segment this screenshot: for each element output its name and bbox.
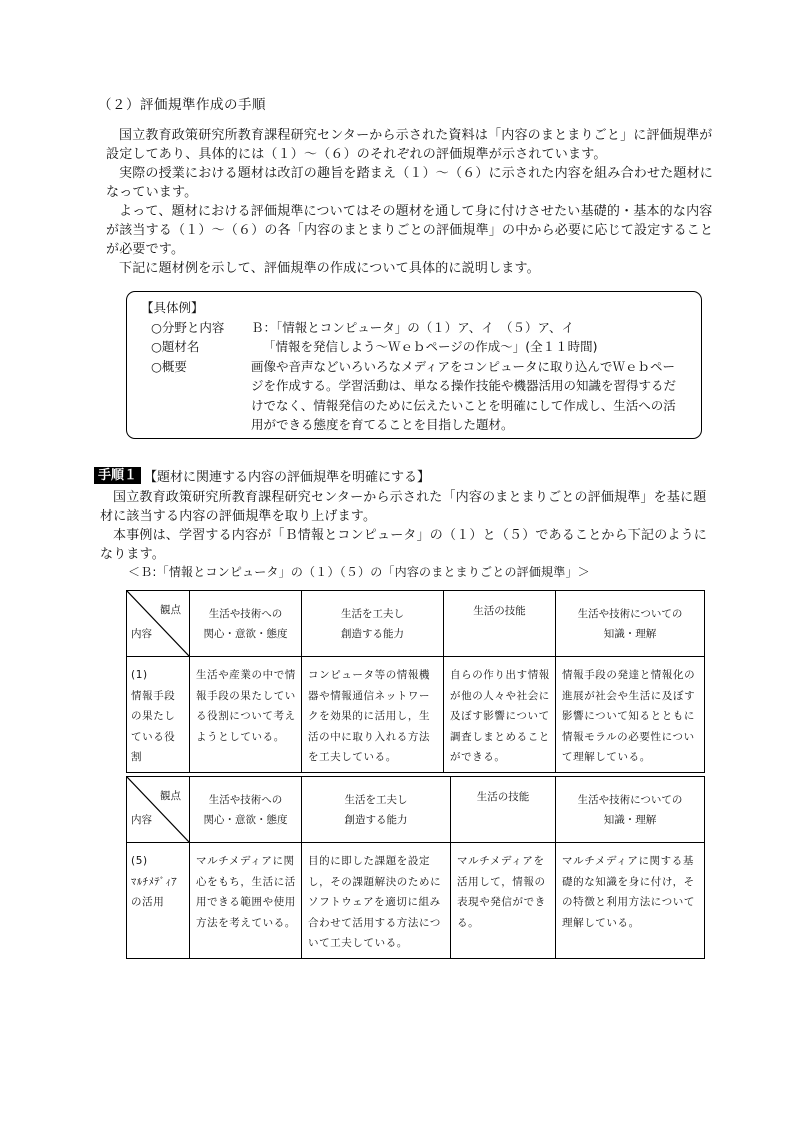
header-skill: 生活の技能 — [444, 591, 556, 657]
rubric-table-2 — [126, 776, 705, 959]
cell-text: マルチメディアに関する基礎的な知識を身に付け，その特徴と利用方法について理解している。 — [562, 855, 695, 929]
step1-title: 【題材に関連する内容の評価規準を明確にする】 — [144, 470, 431, 485]
example-value: 「情報を発信しよう～Ｗｅｂページの作成～」(全１１時間) — [263, 339, 598, 354]
cell-skill — [451, 843, 556, 959]
header-knowledge: 生活や技術についての 知識・理解 — [556, 777, 705, 843]
cell-text: 目的に即した課題を設定し，その課題解決のためにソフトウェアを適切に組み合わせて活用する方法について工夫している。 — [308, 855, 442, 949]
example-value: 画像や音声などいろいろなメディアをコンピュータに取り込んでＷｅｂページを作成する。学習活動は、単なる操作技能や機器活用の知識を習得するだけでなく、情報発信のために伝えたいことを明確にして作成し、生活への活用ができる態度を育てることを目指した題材。 — [251, 358, 677, 432]
corner-top-label: 観点 — [160, 790, 181, 802]
example-row-title — [141, 337, 687, 357]
example-box — [126, 291, 702, 439]
step1-badge: 手順１ — [94, 467, 141, 484]
cell-text: 情報手段の発達と情報化の進展が社会や生活に及ぼす影響について知るとともに情報モラルの必要性について理解している。 — [562, 669, 696, 763]
item-label: ﾏﾙﾁﾒﾃﾞｨｱの活用 — [131, 875, 178, 908]
corner-bottom-label: 内容 — [131, 814, 152, 826]
corner-cell — [127, 591, 190, 657]
header-creativity: 生活を工夫し 創造する能力 — [302, 777, 451, 843]
header-interest: 生活や技術への 関心・意欲・態度 — [190, 777, 302, 843]
table-caption: ＜Ｂ:「情報とコンピュータ」の（１）（５）の「内容のまとまりごとの評価規準」＞ — [128, 565, 590, 579]
cell-text: 生活や産業の中で情報手段の果たしている役割について考えようとしている。 — [196, 669, 296, 743]
item-label: 情報手段の果たしている役割 — [131, 689, 176, 763]
table-header-row — [127, 591, 705, 657]
example-row-field — [141, 318, 687, 338]
item-number: (5) — [131, 855, 148, 867]
intro-paragraph-2: 実際の授業における題材は改訂の趣旨を踏まえ（１）～（６）に示された内容を組み合わせた題材になっています。 — [106, 166, 714, 200]
cell-text: マルチメディアを活用して，情報の表現や発信ができる。 — [457, 855, 546, 929]
cell-skill — [444, 657, 556, 773]
cell-creativity — [302, 657, 444, 773]
table-header-row — [127, 777, 705, 843]
intro-text — [106, 126, 716, 278]
header-creativity: 生活を工夫し 創造する能力 — [302, 591, 444, 657]
step1-paragraph-2: 本事例は、学習する内容が「Ｂ情報とコンピュータ」の（１）と（５）であることから下記のようになります。 — [100, 528, 708, 562]
cell-text: マルチメディアに関心をもち，生活に活用できる範囲や使用方法を考えている。 — [196, 855, 296, 929]
table-row — [127, 657, 705, 773]
cell-knowledge — [556, 657, 705, 773]
header-interest: 生活や技術への 関心・意欲・態度 — [190, 591, 302, 657]
cell-interest — [190, 657, 302, 773]
example-title: 【具体例】 — [141, 300, 204, 315]
cell-text: コンピュータ等の情報機器や情報通信ネットワークを効果的に活用し，生活の中に取り入れる方法を工夫している。 — [308, 669, 431, 763]
corner-top-label: 観点 — [160, 604, 181, 616]
corner-cell — [127, 777, 190, 843]
cell-interest — [190, 843, 302, 959]
cell-knowledge — [556, 843, 705, 959]
corner-bottom-label: 内容 — [131, 628, 152, 640]
item-cell — [127, 657, 190, 773]
example-key: ○分野と内容 — [151, 319, 225, 335]
step1-heading — [94, 466, 430, 485]
cell-creativity — [302, 843, 451, 959]
intro-paragraph-3: よって、題材における評価規準についてはその題材を通して身に付けさせたい基礎的・基本的な内容が該当する（１）～（６）の各「内容のまとまりごとの評価規準」の中から必要に応じて設定することが必要です。 — [106, 204, 714, 257]
header-knowledge: 生活や技術についての 知識・理解 — [556, 591, 705, 657]
table-row — [127, 843, 705, 959]
cell-text: 自らの作り出す情報が他の人々や社会に及ぼす影響について調査しまとめることができる。 — [450, 669, 550, 763]
example-key: ○概要 — [151, 358, 187, 374]
rubric-table-1 — [126, 590, 705, 773]
section-heading: （２）評価規準作成の手順 — [98, 97, 266, 113]
item-cell — [127, 843, 190, 959]
example-key: ○題材名 — [151, 339, 200, 354]
step1-paragraph-1: 国立教育政策研究所教育課程研究センターから示された「内容のまとまりごとの評価規準」を基に題材に該当する内容の評価規準を取り上げます。 — [100, 490, 707, 524]
header-skill: 生活の技能 — [451, 777, 556, 843]
step1-text — [100, 488, 714, 564]
intro-paragraph-4: 下記に題材例を示して、評価規準の作成について具体的に説明します。 — [119, 261, 540, 276]
item-number: (1) — [131, 669, 148, 681]
example-row-summary — [141, 357, 687, 435]
intro-paragraph-1: 国立教育政策研究所教育課程研究センターから示された資料は「内容のまとまりごと」に評価規準が設定してあり、具体的には（１）～（６）のそれぞれの評価規準が示されています。 — [106, 128, 713, 162]
example-value: Ｂ：「情報とコンピュータ」の（１）ア、イ （５）ア、イ — [251, 319, 575, 335]
